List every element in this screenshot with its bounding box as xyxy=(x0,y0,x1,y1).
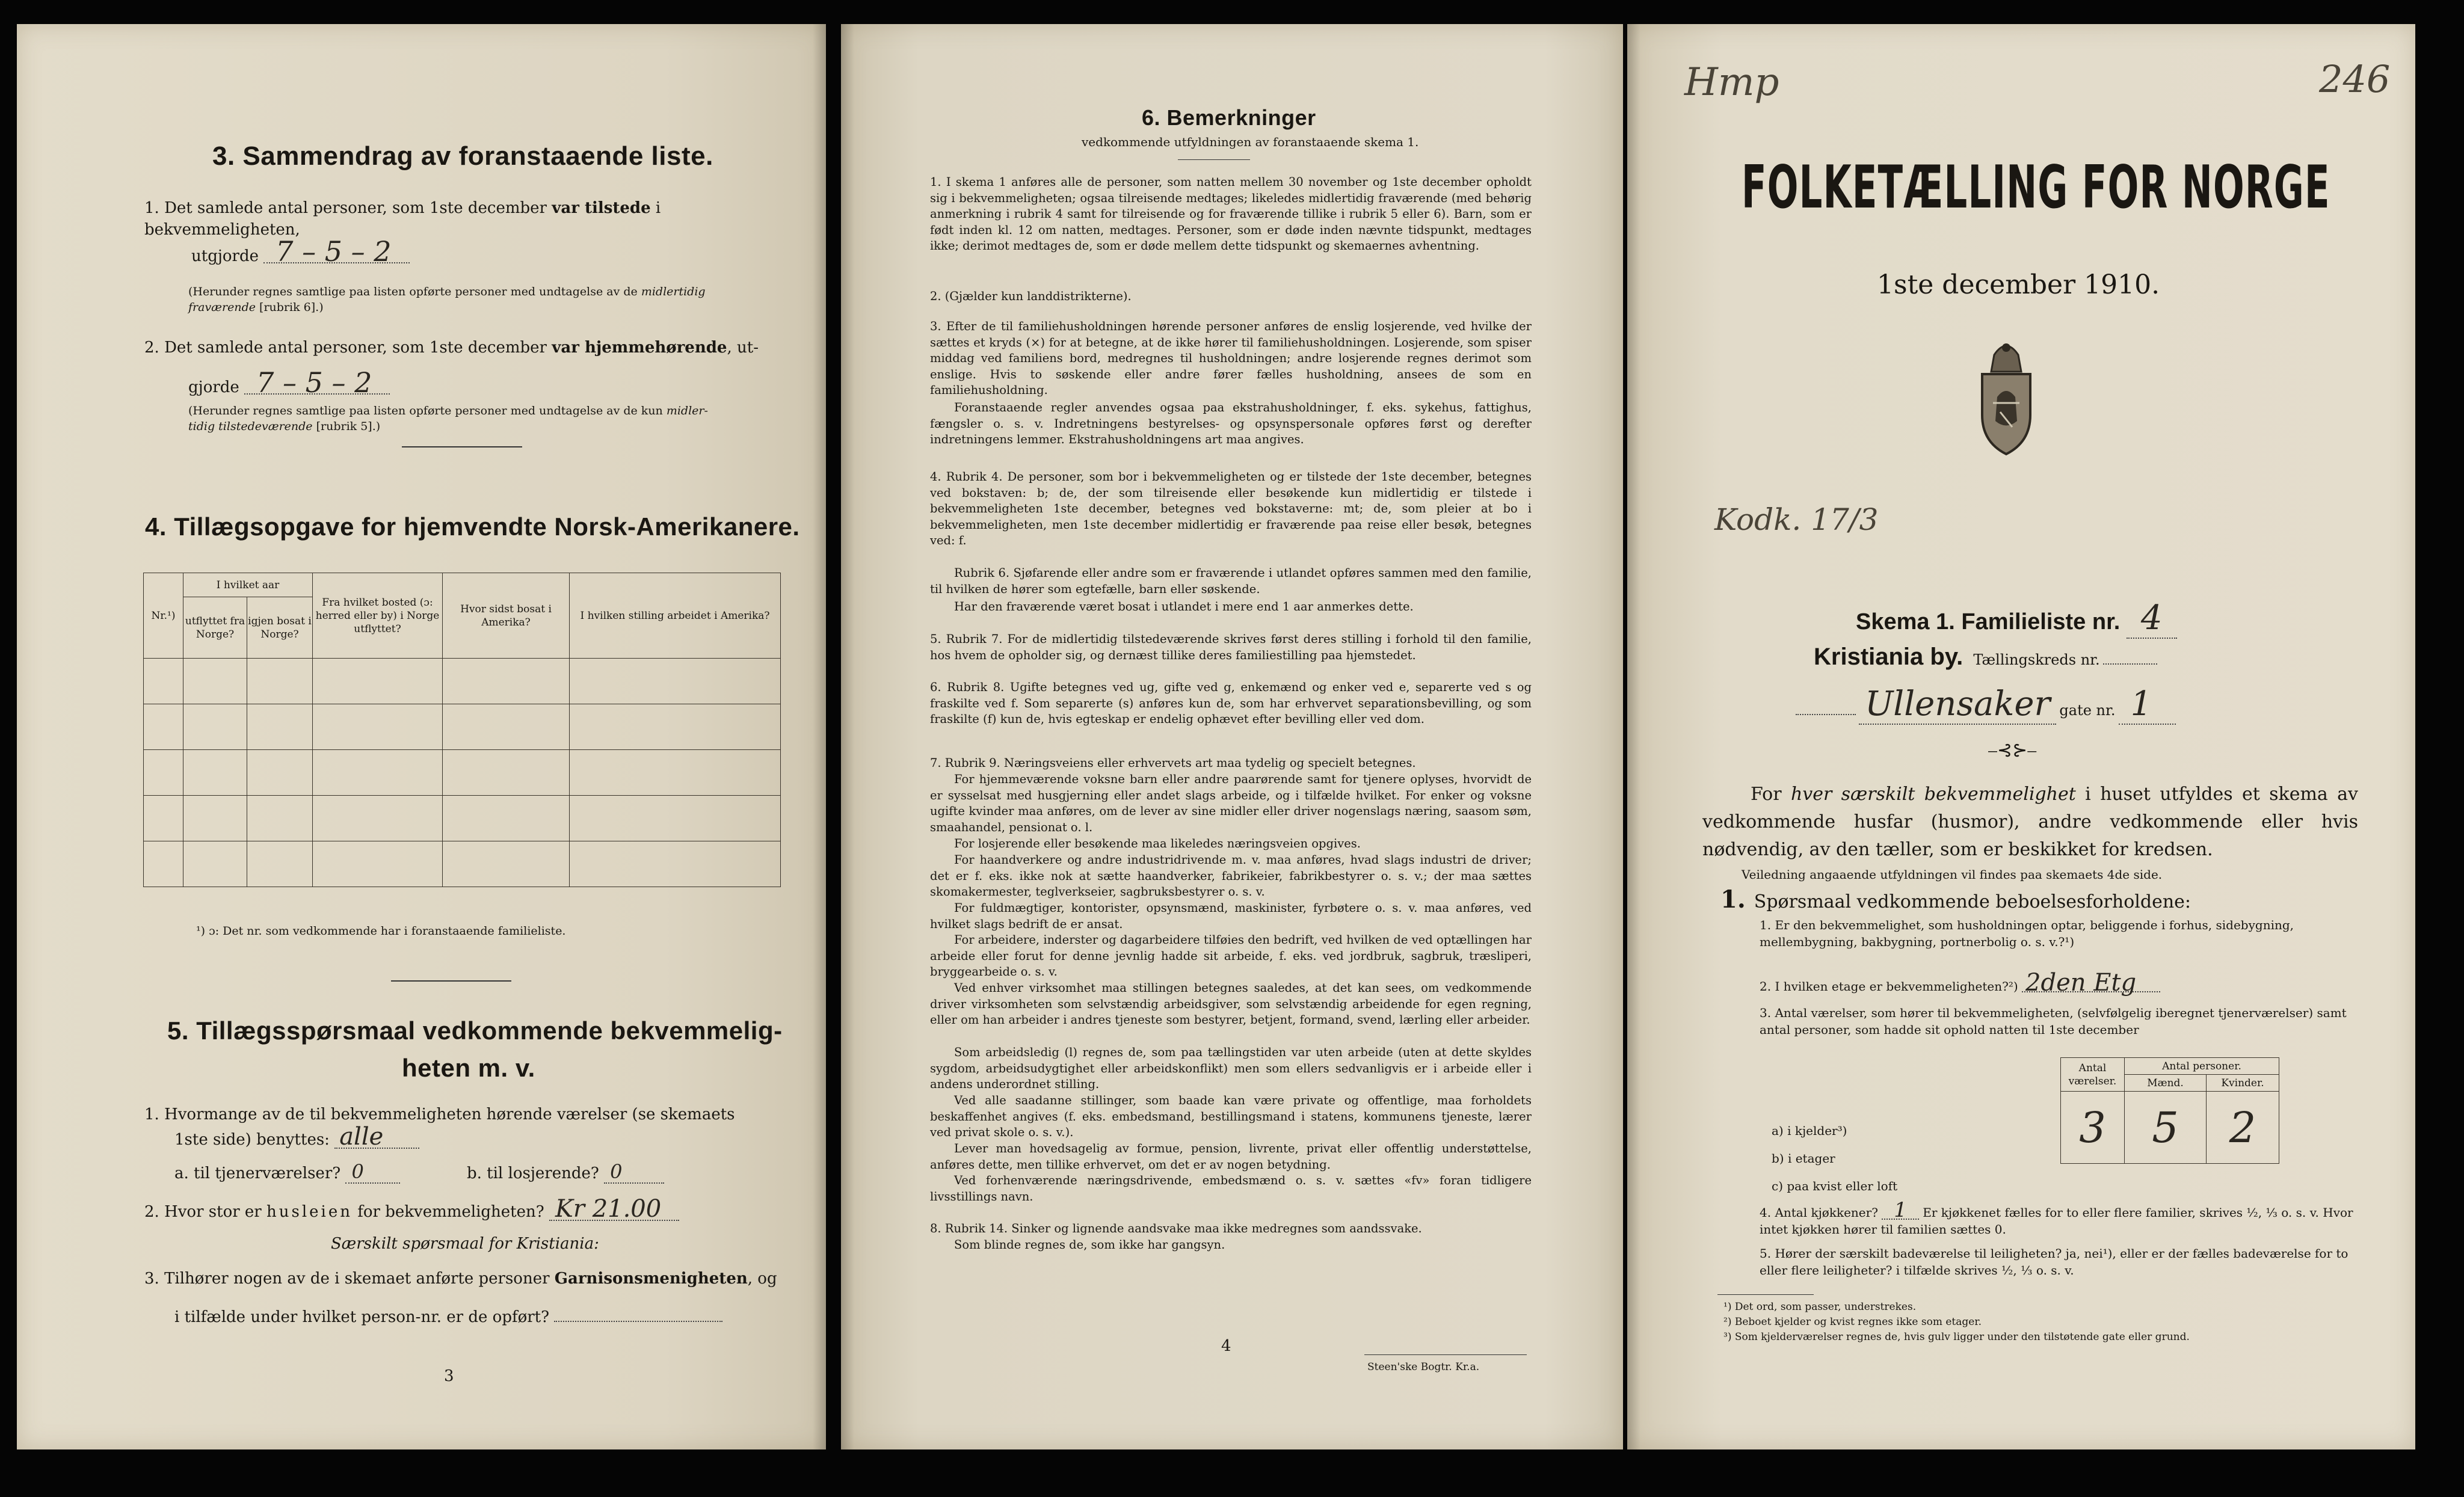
printer-mark: Steen'ske Bogtr. Kr.a. xyxy=(1367,1361,1480,1373)
remark-7f: For arbeidere, inderster og dagarbeidere tilføies den bedrift, ved hvilken de ved optællingen har arbeide eller forut for denne jevnlig hadde sit arbeide, f. eks. ved jordbruk, sagbruk, træsliperi, bryggearbeide o. s. v. xyxy=(930,933,1532,979)
question-4 xyxy=(1760,1198,2367,1238)
table-cell[interactable] xyxy=(443,796,570,841)
table-cell[interactable] xyxy=(144,796,183,841)
gate-label: gate nr. xyxy=(2059,702,2116,719)
table-cell[interactable] xyxy=(183,796,247,841)
table-cell[interactable] xyxy=(443,704,570,750)
remark-7h: Som arbeidsledig (l) regnes de, som paa tællingstiden var uten arbeide (uten at dette skyldes sygdom, arbeidsudygtighet eller arbeidskonflikt) men som ellers sedvanligvis er i arbeide eller i andens underordnet stilling. xyxy=(930,1045,1532,1091)
table-cell[interactable] xyxy=(313,841,443,887)
remark-3: 3. Efter de til familiehusholdningen hørende personer anføres de enslig losjerende, ved hvilke der sættes et kryds (×) for at betegne, at de ikke hører til familiehusholdningen. Losjerende, som spiser middag ved familiens bord, medregnes til husholdningen; andre losjerende regnes derimot som enslige. Hvis to søskende eller andre fører fælles husholdning, ansees de som en familiehusholdning. xyxy=(930,319,1532,397)
row-a-label: a) i kjelder³) xyxy=(1772,1124,1847,1138)
section5-heading: 5. Tillægsspørsmaal vedkommende bekvemmelig- xyxy=(167,1016,783,1045)
location-line xyxy=(1814,644,2157,671)
city-label: Kristiania by. xyxy=(1814,644,1964,670)
middle-page xyxy=(841,24,1623,1449)
table-cell[interactable] xyxy=(570,796,781,841)
coat-of-arms-icon xyxy=(1964,337,2048,457)
remark-7c: For losjerende eller besøkende maa likeledes næringsveien opgives. xyxy=(954,837,1361,850)
remark-8: 8. Rubrik 14. Sinker og lignende aandsvake maa ikke medregnes som aandssvake. xyxy=(930,1222,1422,1235)
col-hvor: Hvor sidst bosat i Amerika? xyxy=(443,573,570,659)
page-fold-shadow xyxy=(1627,24,1640,1449)
q2-text-end: for bekvemmeligheten? xyxy=(352,1203,544,1221)
left-page xyxy=(17,24,826,1449)
divider xyxy=(1364,1354,1527,1355)
remark-5: 5. Rubrik 7. For de midlertidig tilstedeværende skrives først deres stilling i forhold til den familie, hos hvem de opholder sig, og dernæst tillike deres familiestilling paa hjemstedet. xyxy=(930,632,1532,662)
item1-text: 1. Det samlede antal personer, som 1ste december xyxy=(144,199,552,217)
item2-bold: var hjemmehørende xyxy=(552,339,727,357)
divider xyxy=(402,446,522,447)
table-cell[interactable] xyxy=(247,704,313,750)
table-cell[interactable] xyxy=(144,750,183,796)
item2-text-end: , ut- xyxy=(727,339,759,357)
skema-line xyxy=(1856,598,2177,639)
row-c-label: c) paa kvist eller loft xyxy=(1772,1179,1898,1193)
table-cell[interactable] xyxy=(443,659,570,704)
table-cell[interactable] xyxy=(247,796,313,841)
table-cell[interactable] xyxy=(183,750,247,796)
q3-label: i tilfælde under hvilket person-nr. er de opført? xyxy=(174,1308,550,1326)
section5-q3 xyxy=(144,1268,782,1290)
item2-text: 2. Det samlede antal personer, som 1ste december xyxy=(144,339,552,357)
table-cell[interactable] xyxy=(570,704,781,750)
table-cell[interactable] xyxy=(247,750,313,796)
utgjorde-label: utgjorde xyxy=(191,247,259,265)
q2-answer[interactable]: Kr 21.00 xyxy=(549,1198,679,1221)
section5-q1a xyxy=(174,1161,400,1184)
intro-italic: hver særskilt bekvemmelighet xyxy=(1790,784,2076,805)
remark-6: 6. Rubrik 8. Ugifte betegnes ved ug, gifte ved g, enkemænd og enker ved e, separerte ved s og fraskilte ved f. Som separerte (s) anføres kun de, som har erhvervet separationsbevilling, og som fraskilte (f) kun de, hvis egteskap er endelig ophævet efter bevilling eller ved dom. xyxy=(930,680,1532,726)
q-heading-text: Spørsmaal vedkommende beboelsesforholdene: xyxy=(1754,891,2191,912)
remark-4c: Har den fraværende været bosat i utlandet i mere end 1 aar anmerkes dette. xyxy=(954,600,1414,613)
street-leader xyxy=(1796,699,1856,715)
remark-4b: Rubrik 6. Sjøfarende eller andre som er fraværende i utlandet opføres sammen med den familie, til hvilken de hører som egtefælle, barn eller søskende. xyxy=(930,566,1532,596)
col-stilling: I hvilken stilling arbeidet i Amerika? xyxy=(570,573,781,659)
remark-7e: For fuldmægtiger, kontorister, opsynsmænd, maskinister, fyrbøtere o. s. v. maa anføres, ved hvilket slags bedrift de er ansat. xyxy=(930,901,1532,931)
table-cell[interactable] xyxy=(313,704,443,750)
remark-7g: Ved enhver virksomhet maa stillingen betegnes saaledes, at det kan sees, om vedkommende driver virksomheten som selvstændig arbeidsgiver, som selvstændig arbeidende for egen regning, eller om han arbeider i andres tjeneste som bestyrer, betjent, formand, svend, lærling eller arbeider. xyxy=(930,981,1532,1027)
familieliste-number[interactable]: 4 xyxy=(2127,598,2177,639)
item1-utgjorde-row xyxy=(191,235,410,268)
table-cell[interactable] xyxy=(313,750,443,796)
q1-label: 1ste side) benyttes: xyxy=(174,1131,330,1149)
q1-answer[interactable]: alle xyxy=(334,1126,419,1149)
col-rooms: Antal værelser. xyxy=(2061,1058,2125,1092)
intro-post: i huset utfyldes et skema av vedkommende husfar (husmor), andre vedkommende eller hvis nødvendig, av den tæller, som er beskikket for kredsen. xyxy=(1702,784,2359,860)
item1-text-end: i bekvemmeligheten, xyxy=(144,199,661,239)
table-cell[interactable] xyxy=(313,796,443,841)
corner-annotation-left: Hmp xyxy=(1684,60,1779,105)
intro-small: Veiledning angaaende utfyldningen vil findes paa skemaets 4de side. xyxy=(1742,867,2163,882)
page-fold-shadow xyxy=(841,24,854,1449)
kristiania-subheading: Særskilt spørsmaal for Kristiania: xyxy=(331,1235,599,1253)
census-date: 1ste december 1910. xyxy=(1877,269,2160,300)
item1-answer[interactable]: 7 – 5 – 2 xyxy=(263,241,409,263)
ornament-icon: ⎯⊰⊱⎯ xyxy=(1988,740,2037,761)
table-row xyxy=(144,750,781,796)
section4-heading: 4. Tillægsopgave for hjemvendte Norsk-Amerikanere. xyxy=(145,512,800,541)
table-cell[interactable] xyxy=(570,841,781,887)
section5-heading-cont: heten m. v. xyxy=(402,1054,535,1082)
item1-bold: var tilstede xyxy=(552,199,651,217)
census-title: FOLKETÆLLING FOR NORGE xyxy=(1742,153,2330,222)
col-nr: Nr.¹) xyxy=(144,573,183,659)
item2-note xyxy=(188,403,790,434)
q3-answer-field[interactable] xyxy=(554,1305,722,1322)
remarks-subheading: vedkommende utfyldningen av foranstaaende skema 1. xyxy=(1082,135,1419,149)
divider xyxy=(1178,159,1250,160)
q1a-label: a. til tjenerværelser? xyxy=(174,1164,341,1182)
intro-pre: For xyxy=(1751,784,1791,805)
section5-q3-cont xyxy=(174,1305,722,1328)
table-cell[interactable] xyxy=(570,750,781,796)
footnote-1: ¹) Det ord, som passer, understrekes. xyxy=(1723,1301,1917,1313)
col-utflyttet: utflyttet fra Norge? xyxy=(183,597,247,659)
q2-text: 2. Hvor stor er xyxy=(144,1203,266,1221)
page-number: 3 xyxy=(444,1367,454,1385)
gjorde-label: gjorde xyxy=(188,378,239,396)
remark-1: 1. I skema 1 anføres alle de personer, som natten mellem 30 november og 1ste december opholdt sig i bekvemmeligheten; ogsaa tilreisende medtages; likeledes midlertidig fraværende (med behørig anmerkning i rubrik 4 samt for tilreisende og for fraværende tillike i rubrik 5 eller 6). Barn, som er født inden kl. 12 om natten, medtages. Personer, som er døde inden nævnte tidspunkt, medtages ikke; derimot medtages de, som er døde mellem dette tidspunkt og skemaernes avhentning. xyxy=(930,175,1532,253)
remark-7b: For hjemmeværende voksne barn eller andre paarørende samt for tjenere oplyses, hvorvidt de er sysselsat med husgjerning eller andet slags arbeide, og i tilfælde hvilket. For enker og voksne ugifte kvinder maa anføres, om de lever av sine midler eller driver nogenslags næring, saasom søm, smaahandel, pensionat o. l. xyxy=(930,772,1532,834)
table-cell[interactable] xyxy=(313,659,443,704)
gate-number-field[interactable]: 1 xyxy=(2119,684,2176,725)
section3-heading: 3. Sammendrag av foranstaaende liste. xyxy=(212,141,713,171)
q4-label: 4. Antal kjøkkener? xyxy=(1760,1205,1878,1220)
remark-4: 4. Rubrik 4. De personer, som bor i bekvemmeligheten og er tilstede der 1ste december, betegnes ved bokstaven: b; de, der som tilreisende eller besøkende kun midlertidig er tilstede i bekvemmeligheten 1ste december, betegnes ved bokstaverne: mt; de, som pleier at bo i bekvemmeligheten, men 1ste december midlertidig er fraværende paa reise eller besøk, betegnes ved: f. xyxy=(930,470,1532,547)
table-cell[interactable] xyxy=(247,841,313,887)
q-heading-num: 1. xyxy=(1720,885,1746,914)
q2-answer[interactable]: 2den Etg xyxy=(2022,974,2160,992)
table-cell[interactable] xyxy=(183,841,247,887)
col-group-year: I hvilket aar xyxy=(183,573,313,597)
q2-spaced: husleien xyxy=(266,1203,353,1221)
street-field[interactable]: Ullensaker xyxy=(1859,684,2056,725)
remark-7d: For haandverkere og andre industridrivende m. v. maa anføres, hvad slags industri de driver; det er f. eks. ikke nok at sætte haandverker, fabrikeier, fabrikbestyrer o. s. v.; der maa sættes skomakermester, teglverkseier, sagbruksbestyrer o. s. v. xyxy=(930,853,1532,899)
table-row xyxy=(144,841,781,887)
table-cell[interactable] xyxy=(183,659,247,704)
col-men: Mænd. xyxy=(2125,1075,2207,1092)
q4-post: Er kjøkkenet fælles for to eller flere familier, skrives ½, ⅓ o. s. v. Hvor intet kjøkken hører til familien sættes 0. xyxy=(1760,1205,2353,1237)
footnote-3: ³) Som kjelderværelser regnes de, hvis gulv ligger under den tilstøtende gate eller grund. xyxy=(1723,1331,2190,1343)
divider xyxy=(391,980,511,982)
q3-bold: Garnisonsmenigheten xyxy=(554,1270,748,1288)
skema-label: Skema 1. Familieliste nr. xyxy=(1856,609,2121,635)
note-text: [rubrik 5].) xyxy=(312,420,381,433)
col-fra: Fra hvilket bosted (ɔ: herred eller by) i Norge utflyttet? xyxy=(313,573,443,659)
section5-q2 xyxy=(144,1195,679,1223)
item2-answer[interactable]: 7 – 5 – 2 xyxy=(244,372,390,395)
table-cell[interactable] xyxy=(443,750,570,796)
section5-q1-cont xyxy=(174,1123,419,1151)
footnote-2: ²) Beboet kjelder og kvist regnes ikke som etager. xyxy=(1723,1316,1982,1328)
table-cell[interactable] xyxy=(183,704,247,750)
remark-8b: Som blinde regnes de, som ikke har gangsyn. xyxy=(954,1238,1225,1252)
section3-item1 xyxy=(144,197,776,241)
q3-text-end: , og xyxy=(747,1270,777,1288)
q3-text: 3. Tilhører nogen av de i skemaet anførte personer xyxy=(144,1270,555,1288)
col-women: Kvinder. xyxy=(2207,1075,2279,1092)
question-2 xyxy=(1760,969,2160,997)
remark-3b: Foranstaaende regler anvendes ogsaa paa ekstrahusholdninger, f. eks. sykehus, fattighus, fængsler o. s. v. Indretningens bestyrelses- og opsynspersonale opføres først og derefter indretningens lemmer. Ekstrahusholdningens art maa angives. xyxy=(930,401,1532,446)
table-cell[interactable] xyxy=(443,841,570,887)
q1a-answer[interactable]: 0 xyxy=(345,1161,399,1184)
section5-q1b xyxy=(467,1161,664,1184)
table-row xyxy=(144,796,781,841)
section3-item2 xyxy=(144,337,776,358)
section5-q1: 1. Hvormange av de til bekvemmeligheten hørende værelser (se skemaets xyxy=(144,1105,735,1124)
item2-gjorde-row xyxy=(188,366,390,399)
q1b-answer[interactable]: 0 xyxy=(604,1161,664,1184)
table-cell[interactable] xyxy=(247,659,313,704)
note-text: (Herunder regnes samtlige paa listen opførte personer med undtagelse av de xyxy=(188,285,641,298)
right-page xyxy=(1627,24,2415,1449)
note-italic: fraværende xyxy=(188,301,256,314)
table-row xyxy=(144,659,781,704)
question-5: 5. Hører der særskilt badeværelse til leiligheten? ja, nei¹), eller er der fælles badeværelse for to eller flere leiligheter? i tilfælde skrives ½, ⅓ o. s. v. xyxy=(1760,1246,2348,1277)
krets-field[interactable] xyxy=(2103,651,2157,665)
remark-7k: Ved forhenværende næringsdrivende, embedsmænd o. s. v. sættes «fv» foran tidligere livsstillings navn. xyxy=(930,1173,1532,1203)
women-value[interactable]: 2 xyxy=(2207,1092,2279,1164)
note-text: [rubrik 6].) xyxy=(256,301,324,314)
rooms-value[interactable]: 3 xyxy=(2061,1092,2125,1164)
question-1: 1. Er den bekvemmelighet, som husholdningen optar, beliggende i forhus, sidebygning, mellembygning, bakbygning, portnerbolig o. s. v.?¹) xyxy=(1760,918,2294,949)
corner-annotation-right: 246 xyxy=(2319,57,2391,101)
remark-7j: Lever man hovedsagelig av formue, pension, livrente, privat eller offentlig understøttelse, anføres dette, men tillike erhvervet, om det er av nogen betydning. xyxy=(930,1142,1532,1172)
street-line xyxy=(1796,684,2176,725)
question-3: 3. Antal værelser, som hører til bekvemmeligheten, (selvfølgelig iberegnet tjenerværelser) samt antal personer, som hadde sit ophold natten til 1ste december xyxy=(1760,1006,2347,1037)
rooms-table xyxy=(2060,1057,2279,1164)
q2-label: 2. I hvilken etage er bekvemmeligheten?²) xyxy=(1760,979,2018,994)
norsk-amerikanere-table xyxy=(143,573,781,887)
page-number: 4 xyxy=(1221,1337,1231,1355)
remarks-heading: 6. Bemerkninger xyxy=(1142,105,1316,130)
col-persons: Antal personer. xyxy=(2125,1058,2279,1075)
stamp-note: Kodk. 17/3 xyxy=(1714,502,1879,537)
q4-answer[interactable]: 1 xyxy=(1882,1202,1919,1220)
remark-2: 2. (Gjælder kun landdistrikterne). xyxy=(930,289,1132,303)
page-fold-shadow xyxy=(813,24,826,1449)
table-row xyxy=(144,704,781,750)
table-cell[interactable] xyxy=(144,659,183,704)
divider xyxy=(1717,1294,1814,1295)
remark-7: 7. Rubrik 9. Næringsveiens eller erhvervets art maa tydelig og specielt betegnes. xyxy=(930,756,1416,770)
note-italic: tidig tilstedeværende xyxy=(188,420,313,433)
intro-text xyxy=(1702,781,2358,864)
section4-footnote: ¹) ɔ: Det nr. som vedkommende har i foranstaaende familieliste. xyxy=(196,924,566,938)
table-cell[interactable] xyxy=(144,704,183,750)
col-igjen: igjen bosat i Norge? xyxy=(247,597,313,659)
item1-note xyxy=(188,284,790,315)
table-cell[interactable] xyxy=(570,659,781,704)
q1b-label: b. til losjerende? xyxy=(467,1164,599,1182)
note-text: (Herunder regnes samtlige paa listen opførte personer med undtagelse av de kun xyxy=(188,404,667,417)
table-cell[interactable] xyxy=(144,841,183,887)
remark-7i: Ved alle saadanne stillinger, som baade kan være private og offentlige, maa forholdets beskaffenhet angives (f. eks. embedsmand, bestillingsmand i statens, kommunens tjeneste, lærer ved privat skole o. s. v.). xyxy=(930,1093,1532,1139)
questions-heading xyxy=(1720,885,2191,914)
note-italic: midler- xyxy=(666,404,708,417)
row-b-label: b) i etager xyxy=(1772,1151,1835,1166)
note-italic: midlertidig xyxy=(641,285,706,298)
krets-label: Tællingskreds nr. xyxy=(1973,651,2100,668)
men-value[interactable]: 5 xyxy=(2125,1092,2207,1164)
